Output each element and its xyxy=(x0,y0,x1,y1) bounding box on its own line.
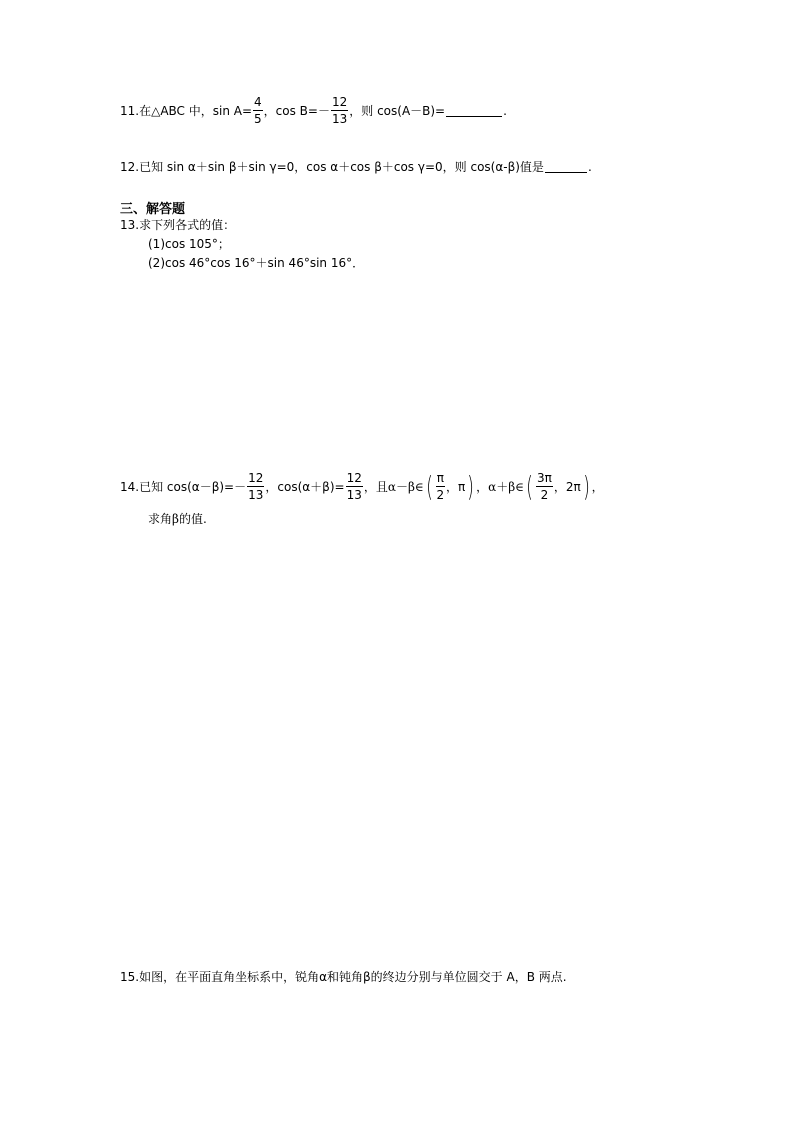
question-text: 在△ABC 中，sin A= xyxy=(139,104,253,118)
question-15 xyxy=(120,968,567,985)
right-paren: ) xyxy=(467,469,474,503)
denominator: 13 xyxy=(248,488,264,502)
denominator: 2 xyxy=(436,488,445,502)
question-text: 求下列各式的值： xyxy=(139,218,236,232)
section-title: 三、解答题 xyxy=(120,202,186,217)
interval-rest: ，π xyxy=(445,480,466,494)
numerator: 12 xyxy=(248,471,264,485)
numerator: π xyxy=(436,471,444,485)
left-paren: ( xyxy=(526,469,533,503)
question-text: 已知 cos(α－β)=－ xyxy=(139,480,247,494)
denominator: 13 xyxy=(346,488,362,502)
answer-blank xyxy=(446,104,502,117)
interval-rest: ，2π xyxy=(553,480,581,494)
question-14 xyxy=(120,469,604,503)
question-end: ， xyxy=(591,480,604,494)
question-number: 14. xyxy=(120,479,140,494)
question-number: 12. xyxy=(120,159,140,174)
fraction-pi-half xyxy=(436,472,445,501)
answer-blank xyxy=(545,160,587,173)
question-number: 15. xyxy=(120,969,140,984)
denominator: 5 xyxy=(254,112,262,126)
question-text: 如图，在平面直角坐标系中，锐角α和钝角β的终边分别与单位圆交于 A，B 两点. xyxy=(139,970,567,984)
question-number: 13. xyxy=(120,217,140,232)
question-end: . xyxy=(587,159,592,174)
question-text: ，α＋β∈ xyxy=(476,480,525,494)
fraction-three-pi-half xyxy=(536,472,553,501)
question-13 xyxy=(120,216,235,233)
question-12 xyxy=(120,158,592,175)
right-paren: ) xyxy=(582,469,590,503)
question-text: ，cos(α＋β)= xyxy=(265,480,345,494)
question-text: ，cos B=－ xyxy=(263,104,330,118)
numerator: 12 xyxy=(331,95,348,109)
numerator: 3π xyxy=(537,471,552,485)
left-paren: ( xyxy=(425,469,433,503)
question-text: ，且α－β∈ xyxy=(363,480,424,494)
question-end: . xyxy=(503,103,507,118)
fraction-cos-diff xyxy=(247,472,264,501)
denominator: 13 xyxy=(331,112,348,126)
fraction-cos-b xyxy=(331,96,348,125)
fraction-sin-a xyxy=(253,96,263,125)
question-text: 已知 sin α＋sin β＋sin γ=0，cos α＋cos β＋cos γ=0，则 cos(α-β)值是 xyxy=(139,160,544,174)
question-number: 11. xyxy=(120,103,140,118)
numerator: 12 xyxy=(346,471,362,485)
fraction-cos-sum xyxy=(346,472,363,501)
question-13-part-2: (2)cos 46°cos 16°＋sin 46°sin 16°． xyxy=(148,256,365,270)
denominator: 2 xyxy=(540,488,549,502)
question-text: ，则 cos(A－B)= xyxy=(349,104,446,118)
question-13-part-1: (1)cos 105°； xyxy=(148,237,230,251)
question-14-line-2: 求角β的值. xyxy=(148,512,207,526)
numerator: 4 xyxy=(254,95,262,109)
question-11 xyxy=(120,96,507,125)
